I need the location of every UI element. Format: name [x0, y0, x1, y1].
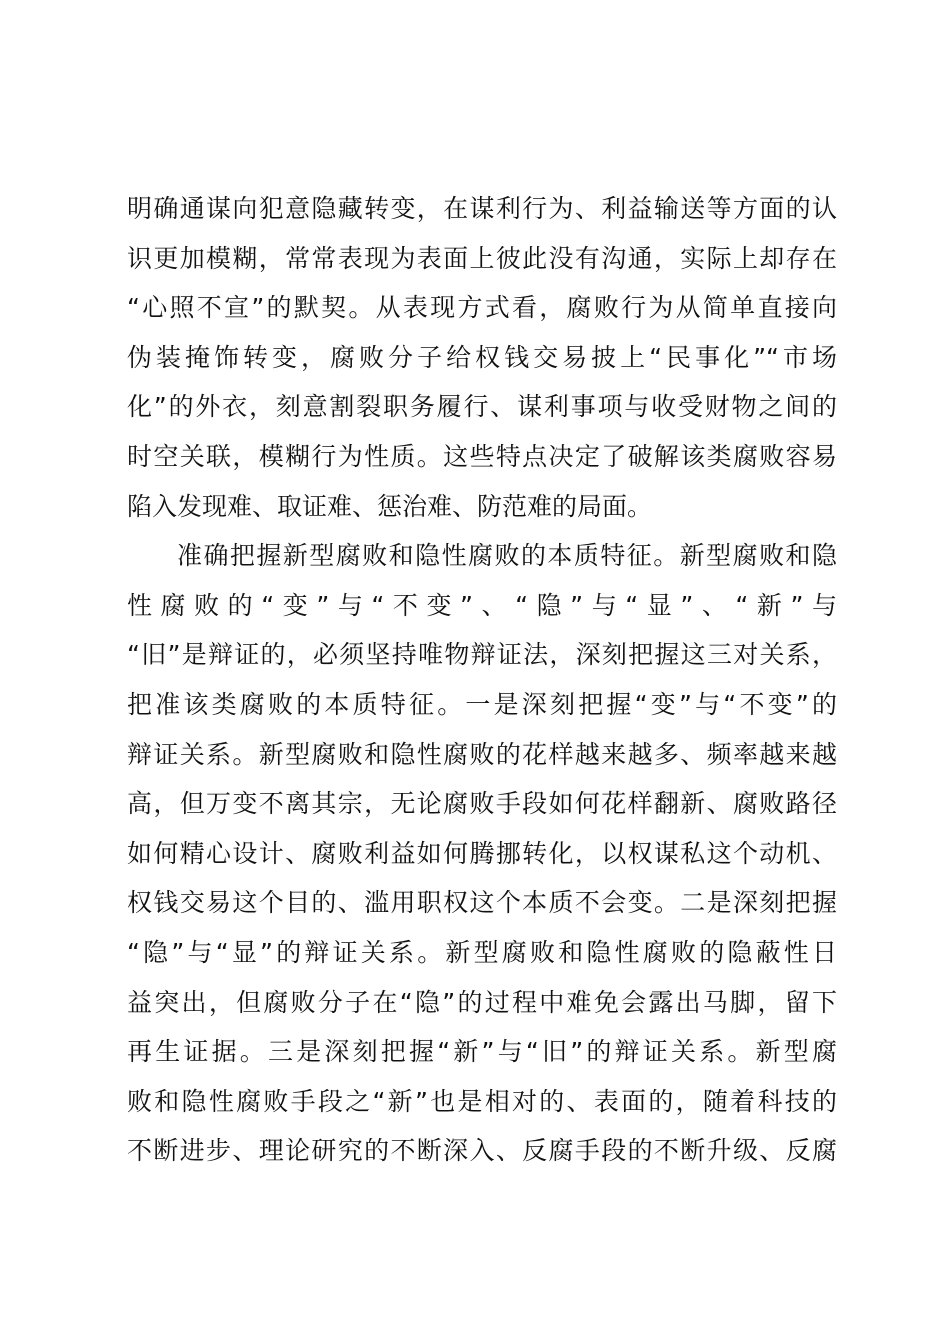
text-line: “旧”是辩证的，必须坚持唯物辩证法，深刻把握这三对关系，	[127, 640, 837, 670]
text-line: 识更加模糊，常常表现为表面上彼此没有沟通，实际上却存在	[127, 243, 837, 273]
text-line: 陷入发现难、取证难、惩治难、防范难的局面。	[127, 491, 653, 521]
body-text	[127, 184, 837, 1176]
text-line: 权钱交易这个目的、滥用职权这个本质不会变。二是深刻把握	[127, 888, 837, 918]
text-line: 时空关联，模糊行为性质。这些特点决定了破解该类腐败容易	[127, 441, 837, 471]
text-line: 伪装掩饰转变，腐败分子给权钱交易披上“民事化”“市场	[127, 342, 837, 372]
text-line: 益突出，但腐败分子在“隐”的过程中难免会露出马脚，留下	[127, 987, 837, 1017]
text-line: 如何精心设计、腐败利益如何腾挪转化，以权谋私这个动机、	[127, 838, 837, 868]
paragraph-first-line: 准确把握新型腐败和隐性腐败的本质特征。新型腐败和隐	[177, 541, 837, 571]
text-line: “隐”与“显”的辩证关系。新型腐败和隐性腐败的隐蔽性日	[127, 937, 837, 967]
text-line: 再生证据。三是深刻把握“新”与“旧”的辩证关系。新型腐	[127, 1037, 837, 1067]
text-line: “心照不宣”的默契。从表现方式看，腐败行为从简单直接向	[127, 293, 837, 323]
text-line: 不断进步、理论研究的不断深入、反腐手段的不断升级、反腐	[127, 1136, 837, 1166]
text-line: 辩证关系。新型腐败和隐性腐败的花样越来越多、频率越来越	[127, 739, 837, 769]
text-line: 化”的外衣，刻意割裂职务履行、谋利事项与收受财物之间的	[127, 392, 837, 422]
text-line: 把准该类腐败的本质特征。一是深刻把握“变”与“不变”的	[127, 689, 837, 719]
text-line: 明确通谋向犯意隐藏转变，在谋利行为、利益输送等方面的认	[127, 194, 837, 223]
text-line: 性腐败的“变”与“不变”、“隐”与“显”、“新”与	[127, 590, 837, 620]
text-line: 败和隐性腐败手段之“新”也是相对的、表面的，随着科技的	[127, 1086, 837, 1116]
text-line: 高，但万变不离其宗，无论腐败手段如何花样翻新、腐败路径	[127, 789, 837, 819]
